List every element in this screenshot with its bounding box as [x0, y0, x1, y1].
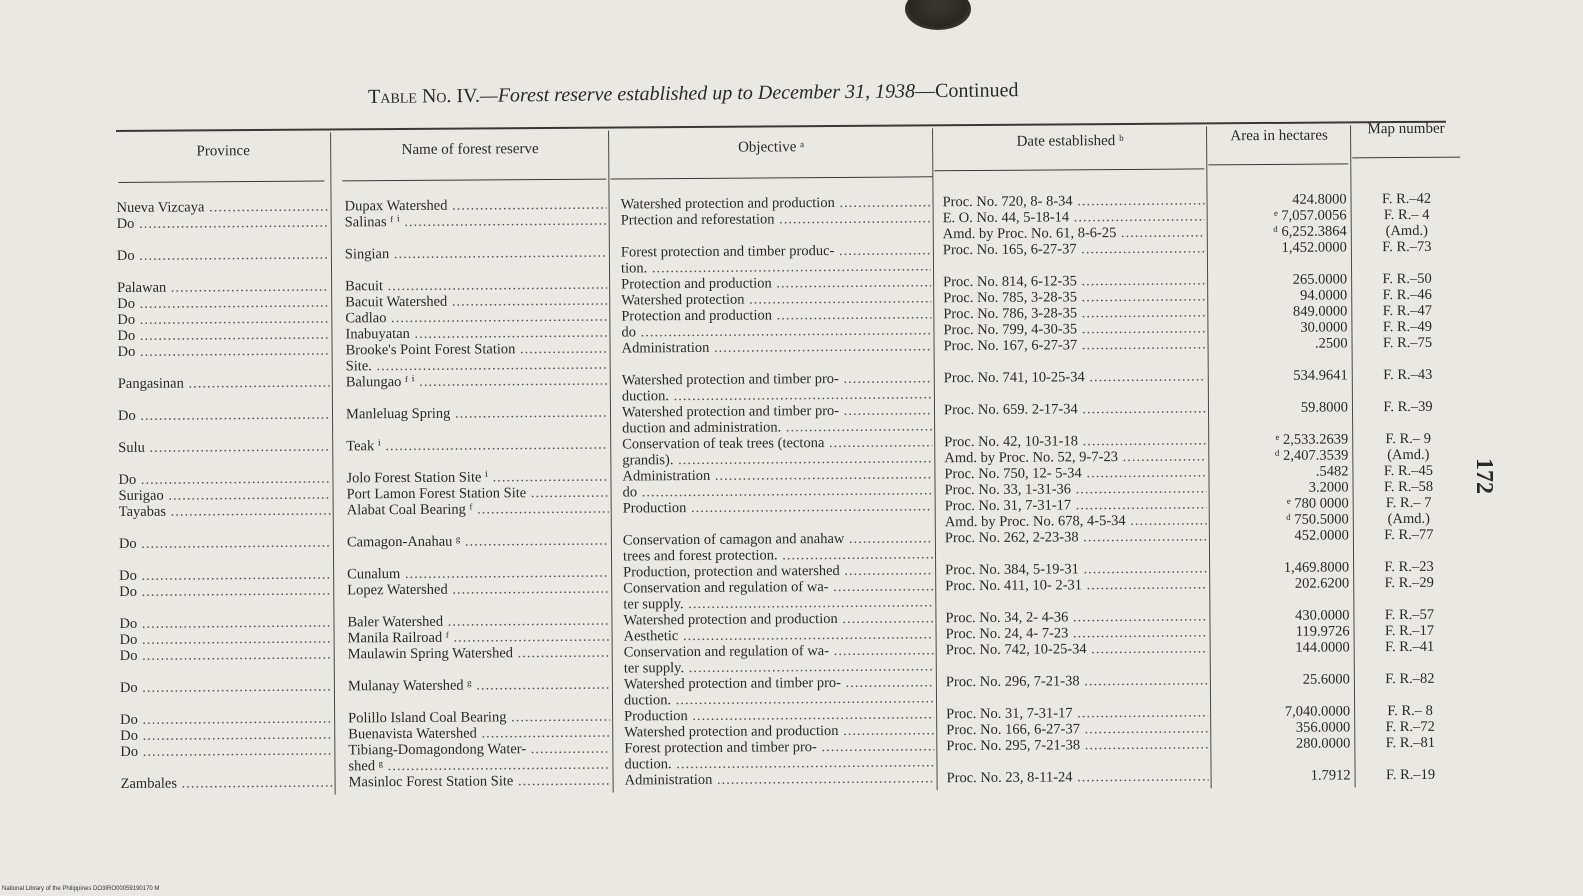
area-cell: 25.6000: [1302, 671, 1350, 688]
map-number-cell: F. R.–47: [1382, 302, 1432, 320]
map-number-cell: F. R.–81: [1385, 734, 1435, 752]
reserve-name-cell: Cadlao .....: [345, 309, 607, 327]
province-cell: Do .....: [118, 471, 330, 488]
reserve-name-cell: Brooke's Point Forest Station .....: [346, 341, 608, 359]
header-rule-objective: [610, 176, 932, 179]
area-cell: [1215, 543, 1349, 560]
province-cell: Do .....: [120, 727, 332, 744]
objective-cell: Conservation and regulation of wa- .....: [623, 578, 933, 596]
date-cell: [944, 352, 1206, 370]
province-cell: [118, 423, 330, 440]
reserve-name-cell: shed ᵍ .....: [348, 757, 610, 775]
reserve-name-cell: Port Lamon Forest Station Site .....: [347, 485, 609, 503]
forest-reserve-table: [116, 117, 1467, 806]
map-number-cell: F. R.–39: [1383, 398, 1433, 416]
province-cell: [118, 359, 330, 376]
reserve-name-cell: Bacuit Watershed .....: [345, 293, 607, 311]
map-number-cell: F. R.–29: [1384, 574, 1434, 592]
province-cell: Do .....: [119, 567, 331, 584]
province-cell: Zambales .....: [121, 775, 333, 792]
area-cell: ᵉ 2,533.2639: [1275, 431, 1349, 448]
table-title-italic: —Forest reserve established up to December 31, 1938: [479, 80, 916, 107]
map-number-cell: F. R.–82: [1385, 670, 1435, 688]
area-cell: .5482: [1315, 463, 1349, 480]
area-cell: ᵉ 780 0000: [1286, 495, 1349, 512]
header-rule-province: [118, 181, 324, 183]
area-cell: 3.2000: [1308, 479, 1349, 496]
province-cell: Do .....: [117, 311, 329, 328]
table-title-suffix: —Continued: [914, 79, 1019, 103]
map-number-cell: F. R.–23: [1384, 558, 1434, 576]
province-cell: Do .....: [120, 631, 332, 648]
reserve-name-cell: Lopez Watershed .....: [347, 581, 609, 599]
header-date: Date established ᵇ: [1016, 132, 1124, 150]
date-column: [942, 192, 1208, 786]
province-cell: [119, 551, 331, 568]
area-cell: ᵈ 2,407.3539: [1274, 447, 1349, 464]
reserve-name-cell: [347, 549, 609, 567]
header-area: Area in hectares: [1230, 127, 1328, 145]
objective-cell: Prtection and reforestation .....: [621, 210, 931, 228]
map-number-cell: F. R.–46: [1382, 286, 1432, 304]
map-number-cell: F. R.–19: [1385, 766, 1436, 784]
reserve-name-cell: Manleluag Spring .....: [346, 405, 608, 423]
date-cell: [944, 416, 1206, 434]
objective-cell: Production .....: [623, 498, 933, 516]
province-cell: Do .....: [118, 343, 330, 360]
area-cell: [1216, 751, 1350, 768]
map-number-cell: F. R.–42: [1381, 190, 1432, 208]
province-cell: Do .....: [117, 247, 329, 264]
objective-cell: Watershed protection and timber pro- .....: [622, 370, 932, 388]
area-cell: 452.0000: [1294, 527, 1349, 544]
objective-cell: Production, protection and watershed .....: [623, 562, 933, 580]
date-cell: Proc. No. 741, 10-25-34 .....: [944, 368, 1206, 386]
objective-cell: Aesthetic .....: [624, 626, 934, 644]
province-cell: Pangasinan .....: [118, 375, 330, 392]
map-number-cell: [1355, 255, 1459, 272]
map-number-cell: F. R.– 9: [1385, 430, 1432, 448]
ink-blot: [905, 0, 971, 30]
area-cell: 202.6200: [1294, 575, 1350, 592]
objective-cell: Conservation and regulation of wa- .....: [624, 642, 934, 660]
map-number-cell: [1358, 687, 1462, 704]
date-cell: Amd. by Proc. No. 52, 9-7-23 .....: [944, 448, 1206, 466]
area-cell: 30.0000: [1300, 319, 1348, 336]
date-cell: Proc. No. 720, 8- 8-34 .....: [942, 192, 1204, 210]
reserve-name-cell: Baler Watershed .....: [347, 613, 609, 631]
objective-cell: duction. .....: [622, 386, 932, 404]
area-cell: [1214, 383, 1348, 400]
map-number-cell: F. R.–73: [1382, 238, 1432, 256]
header-rule-map: [1352, 157, 1460, 159]
date-cell: Proc. No. 799, 4-30-35 .....: [943, 320, 1205, 338]
province-cell: [117, 263, 329, 280]
header-objective: Objective ᵃ: [738, 139, 805, 156]
map-number-cell: [1357, 591, 1461, 608]
objective-cell: grandis). .....: [622, 450, 932, 468]
date-cell: Proc. No. 262, 2-23-38 .....: [945, 528, 1207, 546]
province-cell: Do .....: [120, 647, 332, 664]
date-cell: Proc. No. 296, 7-21-38 .....: [946, 672, 1208, 690]
province-cell: Palawan .....: [117, 279, 329, 296]
province-cell: Do .....: [119, 615, 331, 632]
date-cell: Amd. by Proc. No. 678, 4-5-34 .....: [945, 512, 1207, 530]
objective-cell: Conservation of camagon and anahaw .....: [623, 530, 933, 548]
reserve-name-cell: [348, 661, 610, 679]
province-cell: [120, 759, 332, 776]
objective-cell: Administration .....: [625, 770, 935, 788]
area-cell: 94.0000: [1300, 287, 1348, 304]
map-number-cell: [1357, 543, 1461, 560]
date-cell: Proc. No. 814, 6-12-35 .....: [943, 272, 1205, 290]
date-cell: [946, 688, 1208, 706]
date-cell: [943, 256, 1205, 274]
reserve-name-cell: [348, 693, 610, 711]
objective-cell: duction. .....: [624, 690, 934, 708]
area-cell: ᵈ 750.5000: [1286, 511, 1349, 528]
objective-cell: Forest protection and timber produc- .....: [621, 242, 931, 260]
reserve-name-cell: [347, 517, 609, 535]
area-cell: 1,452.0000: [1281, 239, 1347, 256]
map-number-cell: [1358, 751, 1462, 768]
reserve-name-cell: Jolo Forest Station Site ⁱ .....: [346, 469, 608, 487]
date-cell: Proc. No. 786, 3-28-35 .....: [943, 304, 1205, 322]
map-number-cell: F. R.–43: [1383, 366, 1433, 384]
province-cell: [120, 695, 332, 712]
objective-cell: Watershed protection and timber pro- .....: [622, 402, 932, 420]
map-number-cell: F. R.–72: [1385, 718, 1435, 736]
reserve-name-cell: Tibiang-Domagondong Water- .....: [348, 741, 610, 759]
objective-cell: tion. .....: [621, 258, 931, 276]
area-cell: [1214, 415, 1348, 432]
reserve-name-cell: [346, 453, 608, 471]
objective-cell: Watershed protection and timber pro- .....: [624, 674, 934, 692]
province-cell: Do .....: [117, 295, 329, 312]
reserve-name-cell: Site. .....: [346, 357, 608, 375]
header-rule-area: [1208, 163, 1348, 165]
table-title: [368, 77, 1228, 109]
objective-cell: Watershed protection .....: [621, 290, 931, 308]
reserve-name-cell: Teak ⁱ .....: [346, 437, 608, 455]
map-number-cell: F. R.–41: [1385, 638, 1435, 656]
objective-cell: ter supply. .....: [624, 658, 934, 676]
map-number-cell: (Amd.): [1387, 510, 1430, 528]
province-cell: [119, 599, 331, 616]
province-cell: Do .....: [120, 679, 332, 696]
objective-cell: Production .....: [624, 706, 934, 724]
date-cell: Proc. No. 659. 2-17-34 .....: [944, 400, 1206, 418]
area-cell: 280.0000: [1295, 735, 1351, 752]
province-column: [117, 199, 333, 792]
reserve-name-cell: Cunalum .....: [347, 565, 609, 583]
date-cell: [944, 384, 1206, 402]
province-cell: Do .....: [119, 535, 331, 552]
map-number-cell: (Amd.): [1387, 446, 1430, 464]
map-number-cell: [1356, 415, 1460, 432]
area-cell: .2500: [1314, 335, 1348, 352]
objective-cell: do .....: [623, 482, 933, 500]
area-cell: 356.0000: [1295, 719, 1351, 736]
date-cell: Proc. No. 411, 10- 2-31 .....: [945, 576, 1207, 594]
reserve-name-cell: [345, 229, 607, 247]
province-cell: Do .....: [120, 743, 332, 760]
objective-cell: Watershed protection and production .....: [621, 194, 931, 212]
date-cell: Proc. No. 384, 5-19-31 .....: [945, 560, 1207, 578]
date-cell: Proc. No. 34, 2- 4-36 .....: [945, 608, 1207, 626]
date-cell: [946, 752, 1208, 770]
area-cell: [1215, 591, 1349, 608]
date-cell: Proc. No. 24, 4- 7-23 .....: [946, 624, 1208, 642]
reserve-name-cell: Masinloc Forest Station Site .....: [349, 773, 611, 791]
reserve-name-cell: [346, 389, 608, 407]
map-number-cell: F. R.–49: [1382, 318, 1433, 336]
area-cell: [1216, 687, 1350, 704]
objective-cell: trees and forest protection. .....: [623, 546, 933, 564]
province-cell: [117, 231, 329, 248]
province-cell: Surigao .....: [119, 487, 331, 504]
province-cell: [118, 455, 330, 472]
province-cell: [119, 519, 331, 536]
date-cell: [945, 592, 1207, 610]
header-rule-name: [342, 179, 606, 182]
name-column: [345, 197, 611, 791]
date-cell: [945, 544, 1207, 562]
map-number-cell: F. R.– 7: [1385, 494, 1432, 512]
date-cell: [946, 656, 1208, 674]
objective-cell: Administration .....: [622, 466, 932, 484]
page-number: 172: [1471, 458, 1497, 494]
objective-cell: Watershed protection and production .....: [623, 610, 933, 628]
province-cell: Do .....: [117, 215, 329, 232]
reserve-name-cell: Buenavista Watershed .....: [348, 725, 610, 743]
area-cell: ᵉ 7,057.0056: [1274, 207, 1347, 224]
date-cell: Proc. No. 33, 1-31-36 .....: [945, 480, 1207, 498]
objective-cell: Protection and production .....: [621, 306, 931, 324]
date-cell: Proc. No. 31, 7-31-17 .....: [945, 496, 1207, 514]
area-cell: 1,469.8000: [1283, 559, 1350, 576]
reserve-name-cell: Mulanay Watershed ᵍ .....: [348, 677, 610, 695]
province-cell: Tayabas .....: [119, 503, 331, 520]
map-number-cell: [1358, 655, 1462, 672]
header-name: Name of forest reserve: [401, 141, 539, 159]
objective-cell: Administration .....: [622, 338, 932, 356]
date-cell: Proc. No. 742, 10-25-34 .....: [946, 640, 1208, 658]
header-rule-date: [934, 168, 1204, 171]
map-number-cell: F. R.–58: [1383, 478, 1434, 496]
map-number-cell: (Amd.): [1385, 222, 1428, 240]
area-cell: [1213, 255, 1347, 272]
area-cell: 534.9641: [1293, 367, 1348, 384]
map-number-cell: F. R.–77: [1384, 526, 1434, 544]
area-cell: 7,040.0000: [1284, 703, 1351, 720]
objective-cell: ter supply. .....: [623, 594, 933, 612]
area-cell: 265.0000: [1292, 271, 1348, 288]
date-cell: Proc. No. 166, 6-27-37 .....: [946, 720, 1208, 738]
map-number-cell: F. R.–50: [1382, 270, 1432, 288]
header-province: Province: [196, 143, 250, 160]
objective-cell: Forest protection and timber pro- .....: [624, 738, 934, 756]
map-number-cell: F. R.–57: [1384, 606, 1435, 624]
date-cell: Proc. No. 785, 3-28-35 .....: [943, 288, 1205, 306]
objective-cell: Watershed protection and production .....: [624, 722, 934, 740]
date-cell: Proc. No. 165, 6-27-37 .....: [943, 240, 1205, 258]
area-cell: 424.8000: [1292, 191, 1347, 208]
area-cell: 144.0000: [1295, 639, 1350, 656]
map-number-cell: F. R.–17: [1384, 622, 1435, 640]
reserve-name-cell: Polillo Island Coal Bearing .....: [348, 709, 610, 727]
map-number-cell: F. R.–75: [1382, 334, 1433, 352]
area-cell: 119.9726: [1295, 623, 1350, 640]
map-number-cell: [1356, 383, 1460, 400]
reserve-name-cell: Balungao ᶠ ⁱ .....: [346, 373, 608, 391]
reserve-name-cell: Inabuyatan .....: [345, 325, 607, 343]
area-cell: 1.7912: [1310, 767, 1351, 784]
reserve-name-cell: [345, 261, 607, 279]
province-cell: [120, 663, 332, 680]
date-cell: Proc. No. 23, 8-11-24 .....: [947, 768, 1209, 786]
date-cell: Proc. No. 295, 7-21-38 .....: [946, 736, 1208, 754]
area-cell: 430.0000: [1295, 607, 1350, 624]
reserve-name-cell: Dupax Watershed .....: [345, 197, 607, 215]
reserve-name-cell: Bacuit .....: [345, 277, 607, 295]
area-cell: ᵈ 6,252.3864: [1273, 223, 1347, 240]
reserve-name-cell: Singian .....: [345, 245, 607, 263]
reserve-name-cell: [347, 597, 609, 615]
map-number-cell: F. R.– 4: [1383, 206, 1430, 224]
province-cell: Sulu .....: [118, 439, 330, 456]
objective-cell: duction. .....: [624, 754, 934, 772]
map-column: [1354, 191, 1462, 784]
objective-cell: do .....: [621, 322, 931, 340]
province-cell: Do .....: [117, 327, 329, 344]
map-number-cell: F. R.–45: [1383, 462, 1434, 480]
area-column: [1212, 191, 1350, 784]
area-cell: 59.8000: [1300, 399, 1349, 416]
reserve-name-cell: Manila Railroad ᶠ .....: [348, 629, 610, 647]
province-cell: Do .....: [118, 407, 330, 424]
reserve-name-cell: [346, 421, 608, 439]
area-cell: 849.0000: [1292, 303, 1348, 320]
objective-column: [621, 194, 935, 788]
reserve-name-cell: Alabat Coal Bearing ᶠ .....: [347, 501, 609, 519]
date-cell: Amd. by Proc. No. 61, 8-6-25 .....: [943, 224, 1205, 242]
map-number-cell: F. R.– 8: [1387, 702, 1433, 720]
reserve-name-cell: Camagon-Anahau ᵍ .....: [347, 533, 609, 551]
reserve-name-cell: Salinas ᶠ ⁱ .....: [345, 213, 607, 231]
footer-credit: National Library of the Philippines DO3IRO00059190170 M: [2, 886, 160, 892]
area-cell: [1216, 655, 1350, 672]
date-cell: Proc. No. 750, 12- 5-34 .....: [944, 464, 1206, 482]
header-map: Map number: [1367, 120, 1445, 138]
table-title-prefix: Table No. IV.: [368, 84, 481, 108]
province-cell: Do .....: [119, 583, 331, 600]
area-cell: [1214, 351, 1348, 368]
date-cell: Proc. No. 31, 7-31-17 .....: [946, 704, 1208, 722]
date-cell: E. O. No. 44, 5-18-14 .....: [943, 208, 1205, 226]
reserve-name-cell: Maulawin Spring Watershed .....: [348, 645, 610, 663]
province-cell: Do .....: [120, 711, 332, 728]
objective-cell: Protection and production .....: [621, 274, 931, 292]
date-cell: Proc. No. 167, 6-27-37 .....: [944, 336, 1206, 354]
objective-cell: duction and administration. .....: [622, 418, 932, 436]
objective-cell: Conservation of teak trees (tectona .....: [622, 434, 932, 452]
map-number-cell: [1356, 351, 1460, 368]
province-cell: Nueva Vizcaya .....: [117, 199, 329, 216]
province-cell: [118, 391, 330, 408]
date-cell: Proc. No. 42, 10-31-18 .....: [944, 432, 1206, 450]
